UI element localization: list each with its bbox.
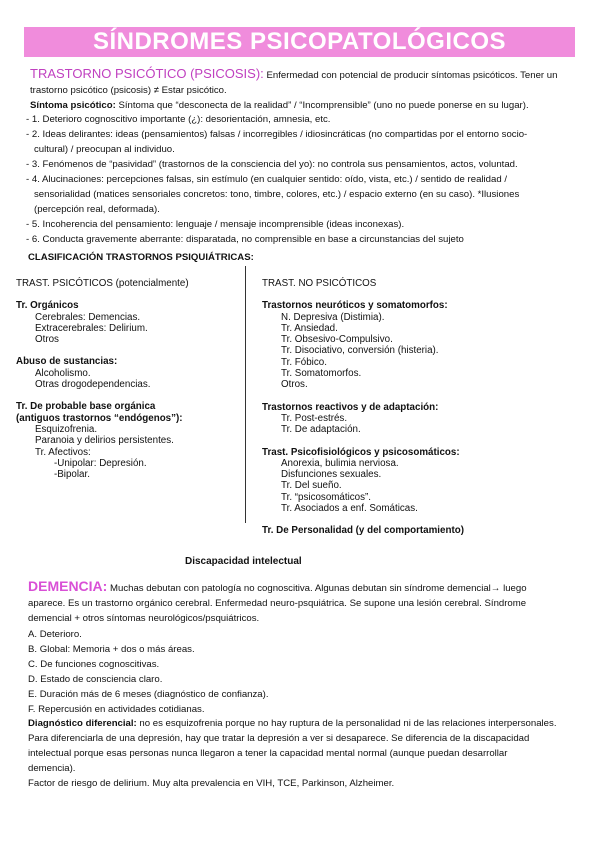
neuroticos-heading: Trastornos neuróticos y somatomorfos: (262, 300, 448, 312)
list-item: Tr. Ansiedad. (281, 322, 338, 334)
list-item: D. Estado de consciencia claro. (28, 674, 163, 685)
list-item: N. Depresiva (Distimia). (281, 311, 385, 323)
clasificacion-heading: CLASIFICACIÓN TRASTORNOS PSIQUIÁTRICAS: (28, 252, 254, 263)
psicotico-intro (30, 66, 575, 113)
psicotico-intro-text-2: trastorno psicótico (psicosis) ≠ Estar psicótico. (30, 85, 227, 96)
psicotico-list (26, 112, 574, 247)
left-column-header: TRAST. PSICÓTICOS (potencialmente) (16, 278, 189, 289)
list-item: Tr. Fóbico. (281, 356, 327, 368)
list-item: -Bipolar. (54, 469, 90, 481)
list-item: - 1. Deterioro cognoscitivo importante (¿): desorientación, amnesia, etc. (26, 114, 331, 125)
probable-heading: Tr. De probable base orgánica (16, 401, 156, 413)
title-banner (24, 27, 575, 57)
list-item: B. Global: Memoria + dos o más áreas. (28, 644, 195, 655)
demencia-intro: DEMENCIA: Muchas debutan con patología no cognoscitiva. Algunas debutan sin síndrome demencial→ luego aparece. Es un trastorno orgánico cerebral. Enfermedad neuro-psquiátrica. Se supone una lesión cerebral. Síndrome demencial + otros síntomas neurológicos/psquiátricos. (28, 578, 527, 624)
demencia-heading: DEMENCIA: (28, 578, 108, 594)
right-column-header: TRAST. NO PSICÓTICOS (262, 278, 377, 289)
left-column (16, 278, 241, 480)
diagnostico-diferencial: Diagnóstico diferencial: no es esquizofrenia porque no hay ruptura de la personalidad ni de las relaciones interpersonales. Para diferenciarla de una depresión, hay que tratar la depresión a ver si desaparece. Se diferencia de la discapacidad intelectual porque esas personas nunca llegaron a tener la capacidad mental normal (aunque puedan desarrollar demencia). (28, 718, 557, 774)
list-item: - 5. Incoherencia del pensamiento: lenguaje / mensaje incomprensible (ideas inconexas). (26, 219, 405, 230)
sintoma-text: Síntoma que “desconecta de la realidad” / “Incomprensible” (uno no puede ponerse en su lugar). (115, 100, 529, 111)
list-item: Tr. Del sueño. (281, 480, 342, 492)
list-item: Tr. Post-estrés. (281, 412, 348, 424)
list-item: C. De funciones cognoscitivas. (28, 659, 160, 670)
right-column (262, 278, 582, 537)
column-divider (245, 266, 246, 523)
abuso-heading: Abuso de sustancias: (16, 356, 118, 368)
list-item: Tr. De adaptación. (281, 424, 361, 436)
list-item: Alcoholismo. (35, 367, 91, 379)
list-item: Tr. Asociados a enf. Somáticas. (281, 503, 418, 515)
list-item: -Unipolar: Depresión. (54, 457, 147, 469)
list-item: Tr. Somatomorfos. (281, 368, 362, 380)
list-item: Tr. Afectivos: (35, 446, 91, 458)
list-item: Otros (35, 334, 59, 346)
list-item: Otros. (281, 379, 308, 391)
list-item: Cerebrales: Demencias. (35, 311, 141, 323)
list-item: Paranoia y delirios persistentes. (35, 435, 174, 447)
list-item: Tr. Obsesivo-Compulsivo. (281, 334, 393, 346)
personalidad-heading: Tr. De Personalidad (y del comportamiento) (262, 525, 464, 537)
list-item: Tr. Disociativo, conversión (histeria). (281, 345, 439, 357)
reactivos-heading: Trastornos reactivos y de adaptación: (262, 401, 439, 413)
demencia-criteria-list (28, 627, 574, 717)
list-item: Anorexia, bulimia nerviosa. (281, 457, 399, 469)
psicotico-intro-text: Enfermedad con potencial de producir síntomas psicóticos. Tener un (263, 70, 558, 81)
list-item: Disfunciones sexuales. (281, 469, 382, 481)
sintoma-label: Síntoma psicótico: (30, 100, 116, 111)
psicofisiologicos-heading: Trast. Psicofisiológicos y psicosomáticos: (262, 446, 460, 458)
list-item: - 6. Conducta gravemente aberrante: disparatada, no comprensible en base a circunstancias del sujeto (26, 234, 464, 245)
list-item: Tr. “psicosomáticos”. (281, 491, 372, 503)
list-item: - 3. Fenómenos de “pasividad” (trastornos de la consciencia del yo): no controla sus pensamientos, actos, voluntad. (26, 159, 518, 170)
page-title: SÍNDROMES PSICOPATOLÓGICOS (92, 28, 507, 55)
list-item: Otras drogodependencias. (35, 379, 151, 391)
psicotico-heading: TRASTORNO PSICÓTICO (PSICOSIS): (30, 66, 264, 81)
list-item: - 4. Alucinaciones: percepciones falsas, sin estímulo (en cualquier sentido: oído, vista, etc.) / sentido de realidad / sensorialidad (matices sensoriales concretos: tono, timbre, colores, etc.) / espacio externo (en su caso). *Ilusiones (percepción real, deformada). (26, 174, 520, 215)
list-item: F. Repercusión en actividades cotidianas. (28, 704, 205, 715)
list-item: - 2. Ideas delirantes: ideas (pensamientos) falsas / incorregibles / idiosincráticas (no compartidas por el entorno socio- cultural) / preocupan al individuo. (26, 129, 528, 155)
discapacidad-heading: Discapacidad intelectual (185, 556, 302, 567)
list-item: Extracerebrales: Delirium. (35, 322, 148, 334)
list-item: A. Deterioro. (28, 629, 82, 640)
list-item: E. Duración más de 6 meses (diagnóstico de confianza). (28, 689, 269, 700)
list-item: Esquizofrenia. (35, 423, 98, 435)
probable-subheading: (antiguos trastornos “endógenos”): (16, 412, 183, 424)
dx-label: Diagnóstico diferencial: (28, 718, 137, 729)
organicos-heading: Tr. Orgánicos (16, 300, 79, 312)
factor-riesgo: Factor de riesgo de delirium. Muy alta prevalencia en VIH, TCE, Parkinson, Alzheimer. (28, 778, 395, 789)
